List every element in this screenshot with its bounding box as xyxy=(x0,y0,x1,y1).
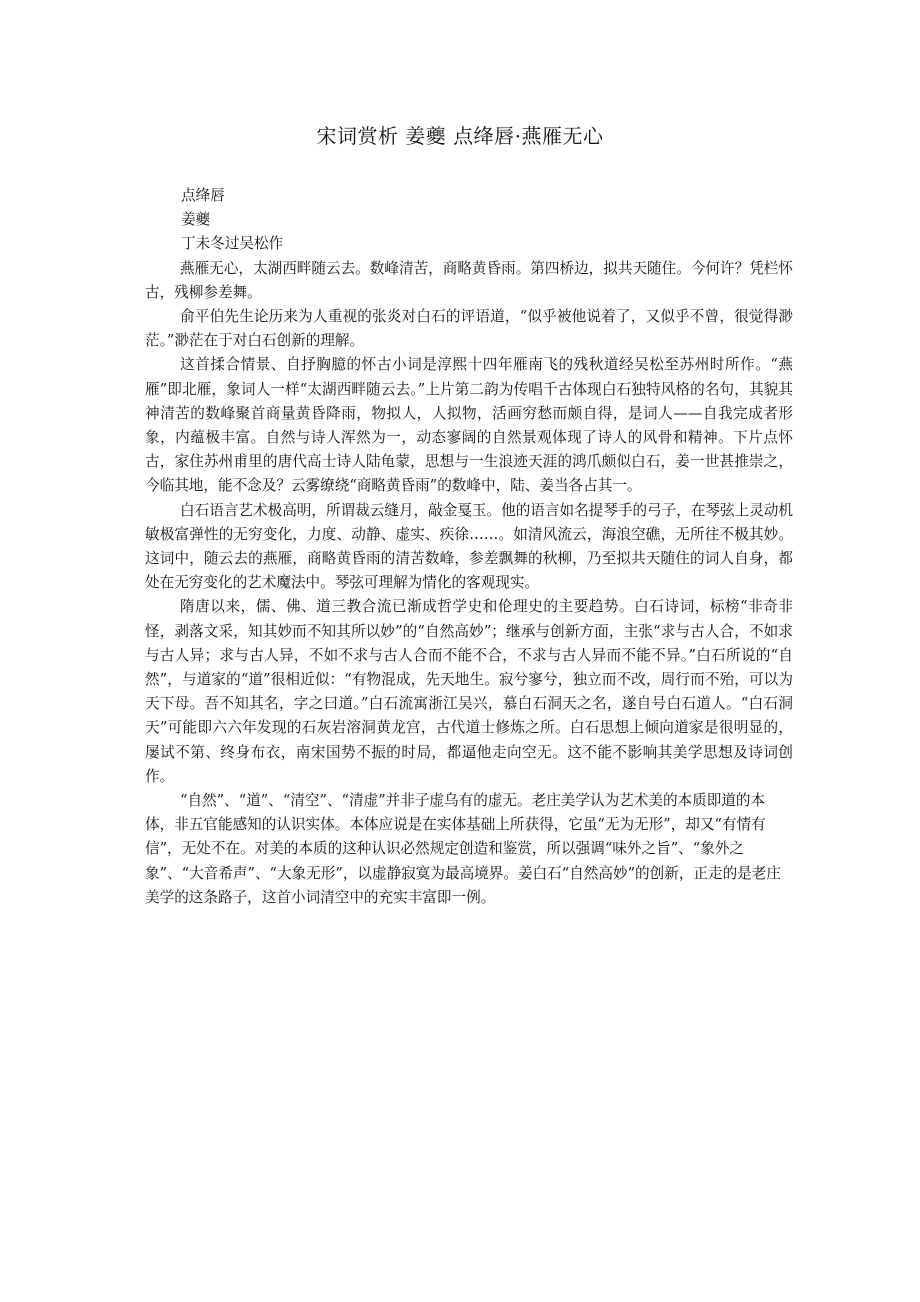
poem-author: 姜夔 xyxy=(181,211,211,229)
commentary-paragraph: 隋唐以来，儒、佛、道三教合流已渐成哲学史和伦理史的主要趋势。白石诗词，标榜“非奇非怪，剥落文采，知其妙而不知其所以妙”的“自然高妙”；继承与创新方面，主张“求与古人合，不如求与古人异；求与古人异，不如不求与古人合而不能不合，不求与古人异而不能不异。”白石所说的“自然”，与道家的“道”很相近似：“有物混成，先天地生。寂兮寥兮，独立而不改，周行而不殆，可以为天下母。吾不知其名，字之曰道。”白石流寓浙江吴兴，慕白石洞天之名，遂自号白石道人。“白石洞天”可能即六六年发现的石灰岩溶洞黄龙宫，古代道士修炼之所。白石思想上倾向道家是很明显的，屡试不第、终身布衣，南宋国势不振的时局，都逼他走向空无。这不能不影响其美学思想及诗词创作。 xyxy=(145,598,793,785)
poem-tune-name: 点绛唇 xyxy=(181,187,225,204)
poem-text-paragraph: 燕雁无心，太湖西畔随云去。数峰清苦，商略黄昏雨。第四桥边，拟共天随住。今何许？凭栏怀古，残柳参差舞。 xyxy=(145,259,793,301)
document-body xyxy=(145,184,793,910)
commentary-paragraph: “自然”、“道”、“清空”、“清虚”并非子虚乌有的虚无。老庄美学认为艺术美的本质即道的本体，非五官能感知的认识实体。本体应说是在实体基础上所获得，它虽“无为无形”，却又“有情有信”，无处不在。对美的本质的这种认识必然规定创造和鉴赏，所以强调“味外之旨”、“象外之象”、“大音希声”、“大象无形”，以虚静寂寞为最高境界。姜白石“自然高妙”的创新，正走的是老庄美学的这条路子，这首小词清空中的充实丰富即一例。 xyxy=(145,792,781,906)
commentary-paragraph: 这首揉合情景、自抒胸臆的怀古小词是淳熙十四年雁南飞的残秋道经吴松至苏州时所作。“燕雁”即北雁，象词人一样“太湖西畔随云去。”上片第二韵为传唱千古体现白石独特风格的名句，其貌其神清苦的数峰聚首商量黄昏降雨，物拟人，人拟物，活画穷愁而颇自得，是词人——自我完成者形象，内蕴极丰富。自然与诗人浑然为一，动态寥阔的自然景观体现了诗人的风骨和精神。下片点怀古，家住苏州甫里的唐代高士诗人陆龟蒙，思想与一生浪迹天涯的鸿爪颇似白石，姜一世甚推崇之，今临其地，能不念及？云雾缭绕“商略黄昏雨”的数峰中，陆、姜当各占其一。 xyxy=(145,356,793,495)
commentary-paragraph: 俞平伯先生论历来为人重视的张炎对白石的评语道，“似乎被他说着了，又似乎不曾，很觉得渺茫。”渺茫在于对白石创新的理解。 xyxy=(145,308,793,350)
poem-subtitle: 丁未冬过吴松作 xyxy=(181,235,284,253)
commentary-paragraph: 白石语言艺术极高明，所谓裁云缝月，敲金戛玉。他的语言如名提琴手的弓子，在琴弦上灵动机敏极富弹性的无穷变化，力度、动静、虚实、疾徐……。如清风流云，海浪空礁，无所往不极其妙。这词中，随云去的燕雁，商略黄昏雨的清苦数峰，参差飘舞的秋柳，乃至拟共天随住的词人自身，都处在无穷变化的艺术魔法中。琴弦可理解为情化的客观现实。 xyxy=(145,501,793,592)
document-title: 宋词赏析 姜夔 点绛唇·燕雁无心 xyxy=(316,124,604,148)
